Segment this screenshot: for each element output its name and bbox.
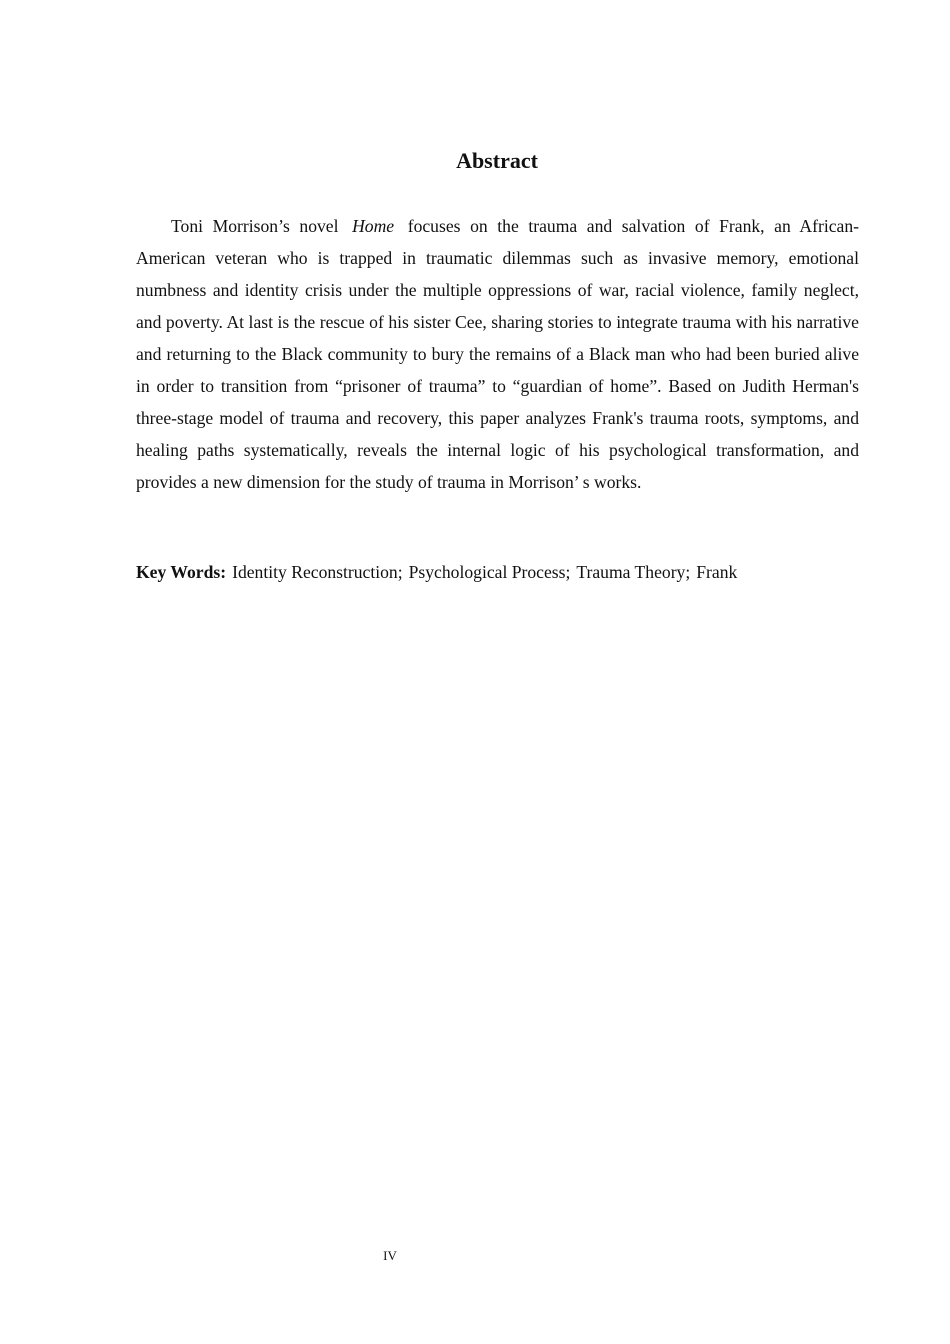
page-title: Abstract — [456, 148, 538, 173]
keyword-item: Frank — [696, 562, 738, 582]
abstract-paragraph — [136, 210, 859, 498]
keyword-item: Identity Reconstruction; — [232, 562, 403, 582]
book-title: Home — [352, 216, 395, 236]
abstract-text-intro: Toni Morrison’s novel — [171, 216, 339, 236]
abstract-text-body: focuses on the trauma and salvation of Frank, an African-American veteran who is trapped in traumatic dilemmas such as invasive memory, emotional numbness and identity crisis under the multiple oppressions of war, racial violence, family neglect, and poverty. At last is the rescue of his sister Cee, sharing stories to integrate trauma with his narrative and returning to the Black community to bury the remains of a Black man who had been buried alive in order to transition from “prisoner of trauma” to “guardian of home”. Based on Judith Herman's three-stage model of trauma and recovery, this paper analyzes Frank's trauma roots, symptoms, and healing paths systematically, reveals the internal logic of his psychological transformation, and provides a new dimension for the study of trauma in Morrison’ s works. — [136, 216, 859, 492]
keyword-item: Trauma Theory; — [576, 562, 691, 582]
keywords-line — [136, 557, 859, 587]
keyword-item: Psychological Process; — [408, 562, 571, 582]
keywords-label: Key Words: — [136, 562, 227, 582]
page-number: IV — [383, 1248, 397, 1263]
